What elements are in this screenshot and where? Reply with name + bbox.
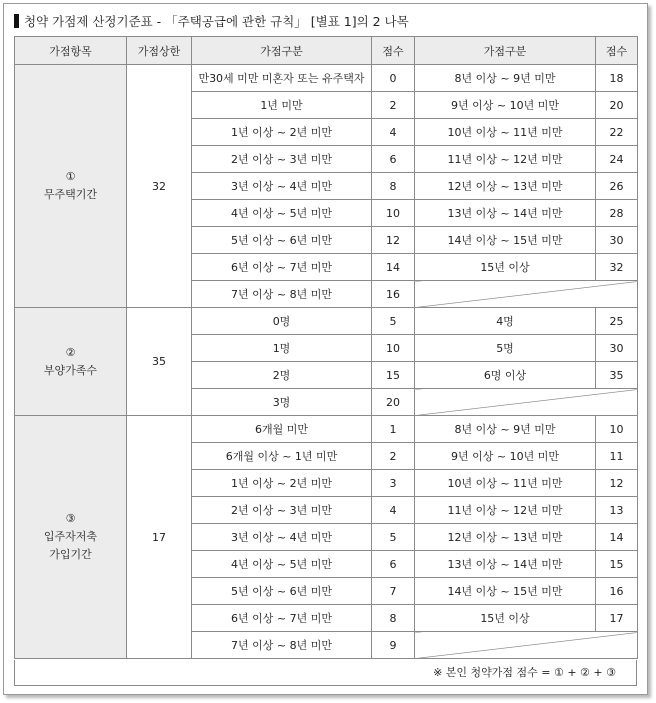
title-text: 청약 가점제 산정기준표 - 「주택공급에 관한 규칙」 [별표 1]의 2 나목 — [24, 14, 409, 29]
score-cell: 2 — [372, 443, 415, 470]
score-cell: 13 — [596, 497, 638, 524]
score-cell: 14 — [372, 254, 415, 281]
header-category-2: 가점구분 — [415, 37, 596, 65]
table-row — [15, 65, 638, 92]
category-cell: 0명 — [192, 308, 372, 335]
limit-cell: 35 — [127, 308, 192, 416]
category-cell: 13년 이상 ~ 14년 미만 — [415, 551, 596, 578]
score-table — [14, 36, 638, 659]
score-cell: 12 — [372, 227, 415, 254]
score-cell: 0 — [372, 65, 415, 92]
item-name: 부양가족수 — [43, 363, 98, 377]
item-name: 무주택기간 — [43, 188, 98, 201]
category-cell: 3년 이상 ~ 4년 미만 — [192, 524, 372, 551]
score-cell: 9 — [372, 632, 415, 659]
category-cell: 4년 이상 ~ 5년 미만 — [192, 551, 372, 578]
score-cell: 15 — [372, 362, 415, 389]
score-cell: 14 — [596, 524, 638, 551]
score-cell: 8 — [372, 173, 415, 200]
score-cell: 1 — [372, 416, 415, 443]
item-number: ③ — [65, 512, 76, 525]
category-cell: 1명 — [192, 335, 372, 362]
item-name: 입주자저축 가입기간 — [43, 530, 98, 561]
score-cell: 6 — [372, 551, 415, 578]
score-cell: 4 — [372, 497, 415, 524]
header-score-2: 점수 — [596, 37, 638, 65]
item-number: ② — [65, 345, 76, 359]
category-cell: 6년 이상 ~ 7년 미만 — [192, 254, 372, 281]
category-cell: 12년 이상 ~ 13년 미만 — [415, 173, 596, 200]
category-cell: 7년 이상 ~ 8년 미만 — [192, 281, 372, 308]
category-cell: 만30세 미만 미혼자 또는 유주택자 — [192, 65, 372, 92]
score-cell: 25 — [596, 308, 638, 335]
category-cell: 5년 이상 ~ 6년 미만 — [192, 578, 372, 605]
item-cell — [15, 308, 127, 416]
category-cell: 12년 이상 ~ 13년 미만 — [415, 524, 596, 551]
limit-cell: 32 — [127, 65, 192, 308]
header-category-1: 가점구분 — [192, 37, 372, 65]
score-cell: 2 — [372, 92, 415, 119]
empty-diagonal-cell — [415, 632, 638, 659]
category-cell: 2년 이상 ~ 3년 미만 — [192, 497, 372, 524]
score-cell: 16 — [372, 281, 415, 308]
table-row — [15, 416, 638, 443]
category-cell: 7년 이상 ~ 8년 미만 — [192, 632, 372, 659]
category-cell: 1년 이상 ~ 2년 미만 — [192, 119, 372, 146]
category-cell: 3명 — [192, 389, 372, 416]
empty-diagonal-cell — [415, 389, 638, 416]
category-cell: 8년 이상 ~ 9년 미만 — [415, 65, 596, 92]
score-cell: 6 — [372, 146, 415, 173]
score-cell: 5 — [372, 308, 415, 335]
score-cell: 17 — [596, 605, 638, 632]
category-cell: 5년 이상 ~ 6년 미만 — [192, 227, 372, 254]
score-cell: 8 — [372, 605, 415, 632]
category-cell: 6명 이상 — [415, 362, 596, 389]
footnote: ※ 본인 청약가점 점수 = ① + ② + ③ — [14, 660, 637, 686]
score-cell: 24 — [596, 146, 638, 173]
score-cell: 7 — [372, 578, 415, 605]
table-body — [15, 65, 638, 659]
item-cell — [15, 65, 127, 308]
score-cell: 18 — [596, 65, 638, 92]
category-cell: 1년 이상 ~ 2년 미만 — [192, 470, 372, 497]
category-cell: 15년 이상 — [415, 605, 596, 632]
category-cell: 15년 이상 — [415, 254, 596, 281]
score-cell: 15 — [596, 551, 638, 578]
category-cell: 14년 이상 ~ 15년 미만 — [415, 227, 596, 254]
score-cell: 30 — [596, 227, 638, 254]
table-row — [15, 308, 638, 335]
category-cell: 3년 이상 ~ 4년 미만 — [192, 173, 372, 200]
score-cell: 30 — [596, 335, 638, 362]
empty-diagonal-cell — [415, 281, 638, 308]
title-marker — [14, 14, 19, 28]
category-cell: 11년 이상 ~ 12년 미만 — [415, 146, 596, 173]
category-cell: 6개월 미만 — [192, 416, 372, 443]
score-cell: 3 — [372, 470, 415, 497]
score-cell: 5 — [372, 524, 415, 551]
item-cell — [15, 416, 127, 659]
score-cell: 26 — [596, 173, 638, 200]
category-cell: 2명 — [192, 362, 372, 389]
score-cell: 11 — [596, 443, 638, 470]
item-number: ① — [65, 170, 76, 183]
score-cell: 20 — [596, 92, 638, 119]
score-cell: 20 — [372, 389, 415, 416]
category-cell: 13년 이상 ~ 14년 미만 — [415, 200, 596, 227]
header-limit: 가점상한 — [127, 37, 192, 65]
header-score-1: 점수 — [372, 37, 415, 65]
category-cell: 5명 — [415, 335, 596, 362]
score-cell: 35 — [596, 362, 638, 389]
category-cell: 1년 미만 — [192, 92, 372, 119]
score-cell: 28 — [596, 200, 638, 227]
score-cell: 32 — [596, 254, 638, 281]
score-cell: 10 — [596, 416, 638, 443]
category-cell: 6개월 이상 ~ 1년 미만 — [192, 443, 372, 470]
category-cell: 10년 이상 ~ 11년 미만 — [415, 119, 596, 146]
score-cell: 10 — [372, 335, 415, 362]
score-cell: 10 — [372, 200, 415, 227]
category-cell: 2년 이상 ~ 3년 미만 — [192, 146, 372, 173]
category-cell: 11년 이상 ~ 12년 미만 — [415, 497, 596, 524]
category-cell: 6년 이상 ~ 7년 미만 — [192, 605, 372, 632]
category-cell: 9년 이상 ~ 10년 미만 — [415, 92, 596, 119]
document-title — [14, 10, 409, 32]
table-header-row — [15, 37, 638, 65]
header-item: 가점항목 — [15, 37, 127, 65]
category-cell: 4명 — [415, 308, 596, 335]
category-cell: 4년 이상 ~ 5년 미만 — [192, 200, 372, 227]
category-cell: 9년 이상 ~ 10년 미만 — [415, 443, 596, 470]
category-cell: 10년 이상 ~ 11년 미만 — [415, 470, 596, 497]
score-cell: 12 — [596, 470, 638, 497]
limit-cell: 17 — [127, 416, 192, 659]
category-cell: 14년 이상 ~ 15년 미만 — [415, 578, 596, 605]
score-cell: 16 — [596, 578, 638, 605]
category-cell: 8년 이상 ~ 9년 미만 — [415, 416, 596, 443]
score-cell: 22 — [596, 119, 638, 146]
score-cell: 4 — [372, 119, 415, 146]
